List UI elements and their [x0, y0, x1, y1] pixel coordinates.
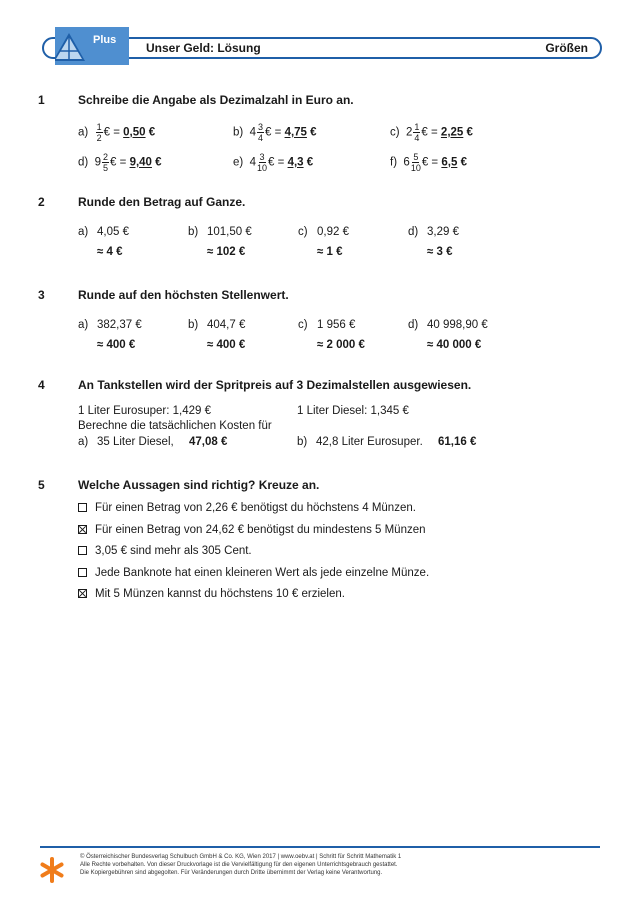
currency: €: [466, 126, 473, 139]
exercise-label: e): [233, 156, 244, 169]
unit: € =: [110, 156, 127, 169]
fraction: [411, 152, 421, 173]
exercise-label: a): [78, 226, 89, 238]
page-title: Unser Geld: Lösung: [146, 41, 261, 55]
exercise-label: d): [408, 226, 419, 238]
statement-row: [78, 588, 345, 600]
rounded-answer: ≈ 4 €: [97, 246, 123, 258]
exercise-label: b): [188, 226, 199, 238]
exercise-label: d): [78, 156, 89, 169]
exercise-label: c): [298, 319, 308, 331]
rounded-answer: ≈ 40 000 €: [427, 339, 482, 351]
amount: 404,7 €: [207, 319, 246, 331]
statement-text: 3,05 € sind mehr als 305 Cent.: [95, 545, 252, 557]
exercise-label: f): [390, 156, 398, 169]
exercise-label: a): [78, 126, 89, 139]
fraction-numerator: 3: [259, 152, 265, 162]
task-text: Runde den Betrag auf Ganze.: [78, 195, 246, 209]
logo-text: Plus: [93, 34, 117, 46]
task-text: Runde auf den höchsten Stellenwert.: [78, 288, 289, 302]
statement-text: Jede Banknote hat einen kleineren Wert als jede einzelne Münze.: [95, 566, 430, 579]
sub-text: 35 Liter Diesel,: [97, 436, 174, 448]
fraction-exercise: [233, 152, 313, 173]
task-number: 1: [38, 93, 45, 107]
unit: € =: [265, 126, 282, 139]
rounded-answer: ≈ 3 €: [427, 246, 453, 258]
price-diesel: 1 Liter Diesel: 1,345 €: [297, 405, 409, 417]
statement-row: [78, 545, 252, 557]
fraction-exercise: [390, 122, 473, 143]
exercise-label: c): [390, 126, 400, 139]
task-number: 5: [38, 478, 45, 492]
answer: 0,50: [123, 126, 146, 139]
rounded-answer: ≈ 1 €: [317, 246, 343, 258]
rounded-answer: ≈ 400 €: [207, 339, 246, 351]
unit: € =: [421, 126, 438, 139]
currency: €: [155, 156, 162, 169]
answer: 9,40: [129, 156, 152, 169]
mixed-whole: 4: [249, 156, 257, 169]
amount: 101,50 €: [207, 226, 252, 238]
footer-line: [40, 846, 600, 848]
checkbox[interactable]: [78, 568, 87, 577]
unit: € =: [268, 156, 285, 169]
fraction-denominator: 5: [103, 163, 109, 173]
exercise-label: d): [408, 319, 419, 331]
checkbox[interactable]: [78, 525, 87, 534]
sub-label: b): [297, 436, 308, 448]
fraction-numerator: 2: [103, 152, 109, 162]
amount: 40 998,90 €: [427, 319, 488, 331]
fraction: [413, 122, 420, 143]
footer-line-3: Die Kopiergebühren sind abgegolten. Für Veränderungen durch Dritte übernimmt der Verlag keine Verantwortung.: [80, 870, 383, 876]
fraction-denominator: 2: [96, 133, 102, 143]
instruction: Berechne die tatsächlichen Kosten für: [78, 420, 272, 432]
mixed-whole: 4: [249, 126, 257, 139]
statement-row: [78, 524, 426, 536]
task-text: Schreibe die Angabe als Dezimalzahl in Euro an.: [78, 93, 354, 107]
sub-answer: 61,16 €: [438, 436, 477, 448]
unit: € =: [103, 126, 120, 139]
fraction-numerator: 5: [413, 152, 419, 162]
statement-text: Mit 5 Münzen kannst du höchstens 10 € erzielen.: [95, 588, 345, 600]
rounded-answer: ≈ 102 €: [207, 246, 246, 258]
fraction-denominator: 10: [410, 163, 421, 173]
amount: 3,29 €: [427, 226, 459, 238]
statement-text: Für einen Betrag von 2,26 € benötigst du höchstens 4 Münzen.: [95, 502, 416, 514]
unit: € =: [421, 156, 439, 169]
currency: €: [460, 156, 467, 169]
fraction-exercise: [78, 122, 155, 143]
checkbox[interactable]: [78, 589, 87, 598]
amount: 4,05 €: [97, 226, 129, 238]
answer: 4,75: [284, 126, 307, 139]
rounded-answer: ≈ 400 €: [97, 339, 136, 351]
fraction: [257, 152, 267, 173]
exercise-label: b): [188, 319, 199, 331]
sub-label: a): [78, 436, 89, 448]
footer-line-2: Alle Rechte vorbehalten. Von dieser Druckvorlage ist die Vervielfältigung für den eigenen Unterrichtsgebrauch gestattet.: [80, 862, 398, 868]
sub-answer: 47,08 €: [189, 436, 228, 448]
page-topic: Größen: [545, 41, 588, 55]
task-number: 2: [38, 195, 45, 209]
checkbox[interactable]: [78, 503, 87, 512]
sub-text: 42,8 Liter Eurosuper.: [316, 436, 423, 448]
task-number: 3: [38, 288, 45, 302]
currency: €: [310, 126, 317, 139]
exercise-label: a): [78, 319, 89, 331]
answer: 6,5: [441, 156, 458, 169]
task-text: Welche Aussagen sind richtig? Kreuze an.: [78, 478, 320, 492]
checkbox[interactable]: [78, 546, 87, 555]
fraction: [96, 122, 103, 143]
fraction: [102, 152, 109, 173]
answer: 4,3: [287, 156, 304, 169]
amount: 382,37 €: [97, 319, 142, 331]
mixed-whole: 6: [403, 156, 410, 169]
exercise-label: b): [233, 126, 244, 139]
publisher-logo: [40, 857, 64, 883]
fraction-exercise: [390, 152, 467, 173]
statement-row: [78, 567, 429, 579]
fraction: [257, 122, 264, 143]
currency: €: [306, 156, 314, 169]
plus-logo: [55, 27, 129, 65]
task-number: 4: [38, 378, 45, 392]
answer: 2,25: [440, 126, 464, 139]
fraction-denominator: 4: [414, 133, 420, 143]
statement-text: Für einen Betrag von 24,62 € benötigst du mindestens 5 Münzen: [95, 523, 426, 536]
amount: 0,92 €: [317, 226, 349, 238]
rounded-answer: ≈ 2 000 €: [317, 339, 365, 351]
fraction-denominator: 10: [257, 163, 268, 173]
footer-line-1: © Österreichischer Bundesverlag Schulbuch GmbH & Co. KG, Wien 2017 | www.oebv.at | Schritt für Schritt Mathematik 1: [80, 854, 402, 860]
exercise-label: c): [298, 226, 308, 238]
footer-text: [80, 853, 401, 877]
fraction-exercise: [78, 152, 162, 173]
mixed-whole: 9: [94, 156, 102, 169]
fraction-denominator: 4: [258, 133, 264, 143]
amount: 1 956 €: [317, 319, 356, 331]
price-super: 1 Liter Eurosuper: 1,429 €: [78, 405, 211, 417]
task-text: An Tankstellen wird der Spritpreis auf 3 Dezimalstellen ausgewiesen.: [78, 378, 472, 392]
fraction-numerator: 3: [258, 122, 264, 132]
statement-row: [78, 502, 416, 514]
mixed-whole: 2: [405, 126, 413, 139]
fraction-numerator: 1: [414, 122, 420, 132]
fraction-numerator: 1: [96, 122, 102, 132]
fraction-exercise: [233, 122, 317, 143]
currency: €: [148, 126, 156, 139]
